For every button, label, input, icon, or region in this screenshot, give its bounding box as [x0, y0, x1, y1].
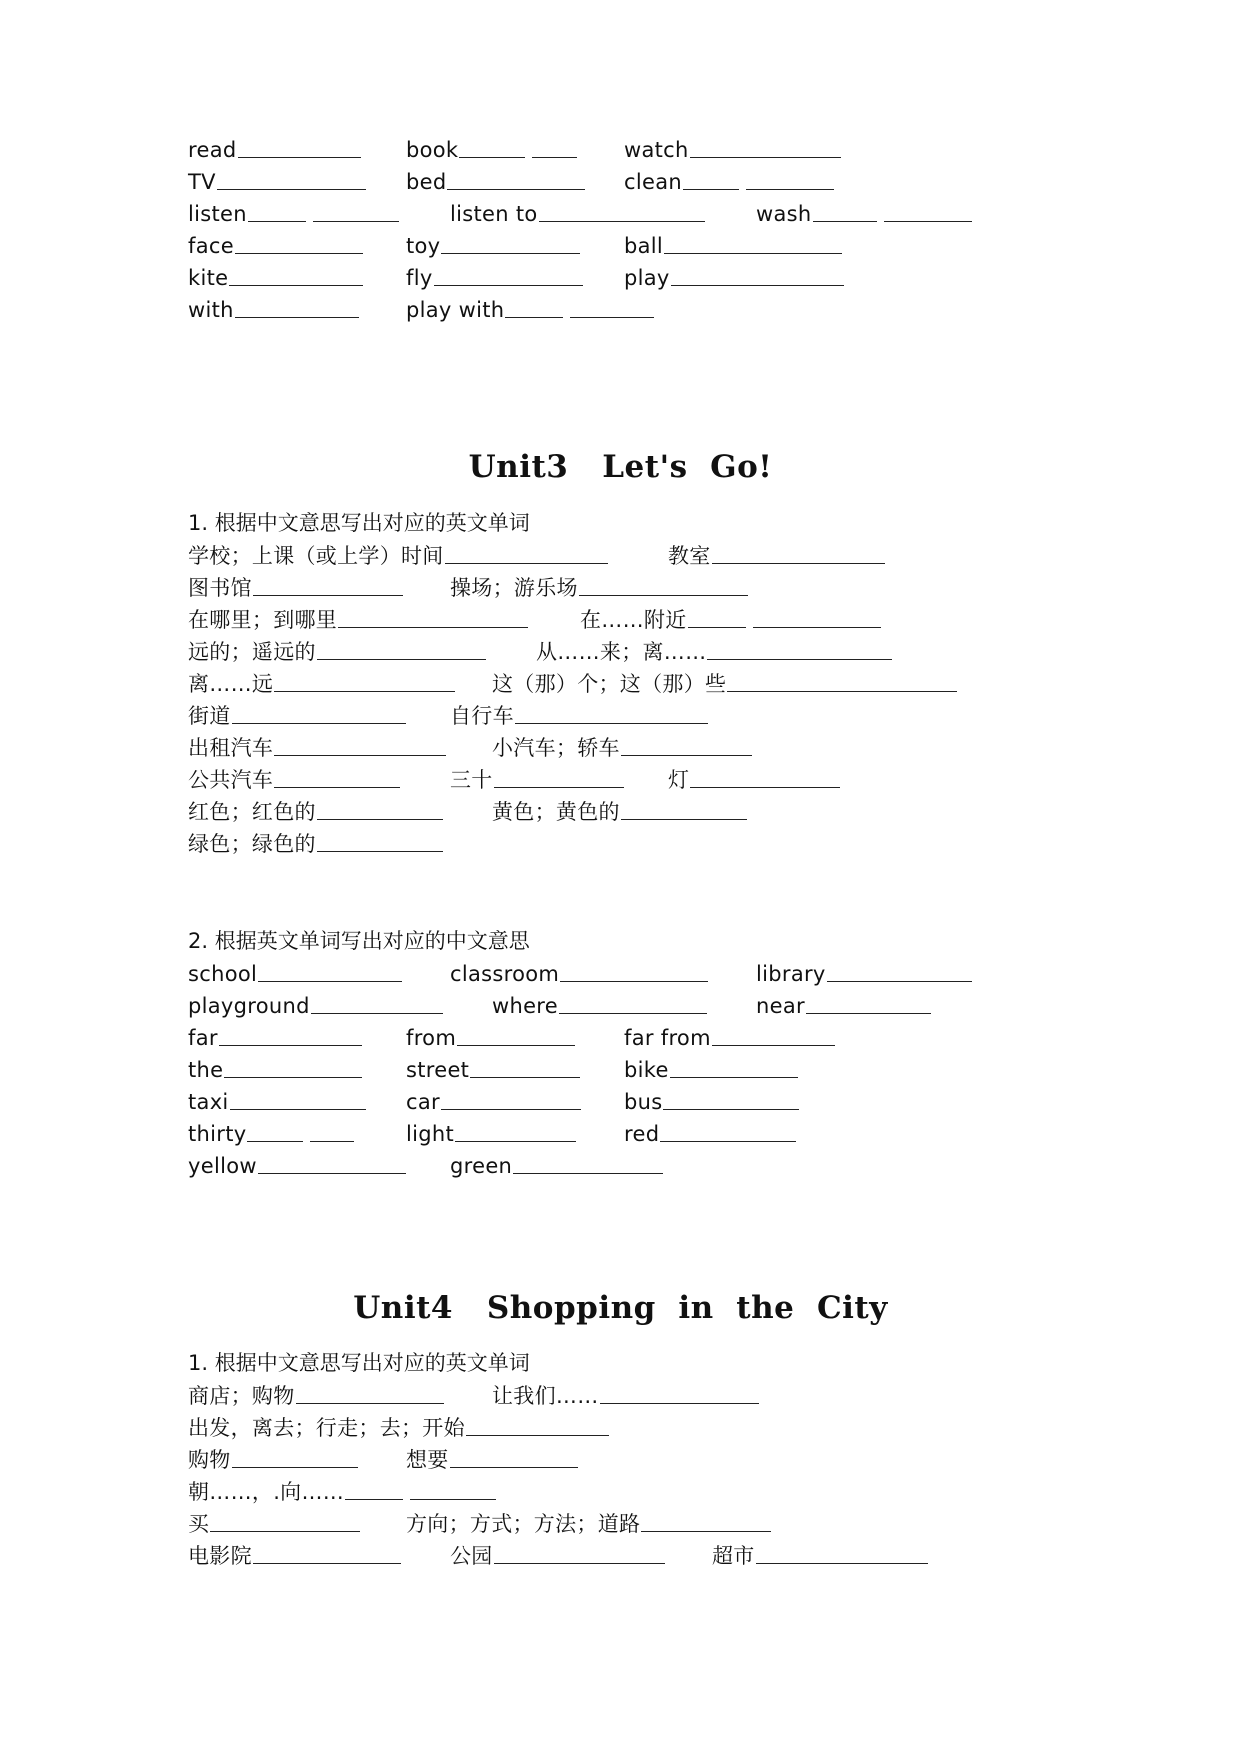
vocab-row: [0, 262, 1241, 292]
answer-blank[interactable]: [258, 1151, 406, 1174]
answer-blank[interactable]: [455, 1119, 576, 1142]
vocab-word: bed: [406, 170, 447, 194]
vocab-entry: [624, 1118, 796, 1149]
vocab-word: yellow: [188, 1154, 257, 1178]
answer-blank[interactable]: [712, 541, 885, 564]
vocab-entry: [188, 700, 406, 731]
vocab-entry: [188, 572, 403, 603]
vocab-word: classroom: [450, 962, 560, 986]
answer-blank[interactable]: [230, 1087, 366, 1110]
vocab-word: 教室: [668, 544, 711, 568]
vocab-word: 商店；购物: [188, 1384, 295, 1408]
vocab-row: [0, 1412, 1241, 1442]
answer-blank[interactable]: [539, 199, 705, 222]
answer-blank[interactable]: [457, 1023, 575, 1046]
vocab-word: 出租汽车: [188, 736, 274, 760]
answer-blank[interactable]: [445, 541, 608, 564]
answer-blank[interactable]: [238, 135, 361, 158]
answer-blank[interactable]: [459, 135, 577, 157]
vocab-entry: [188, 828, 443, 859]
answer-blank[interactable]: [690, 765, 840, 788]
answer-blank[interactable]: [219, 1023, 362, 1046]
answer-blank[interactable]: [494, 765, 624, 788]
vocab-row: [0, 1150, 1241, 1180]
vocab-word: from: [406, 1026, 457, 1050]
vocab-entry: [188, 636, 486, 667]
vocab-row: [0, 198, 1241, 228]
vocab-entry: [406, 1022, 575, 1053]
vocab-word: listen to: [450, 202, 538, 226]
answer-blank[interactable]: [690, 135, 841, 158]
vocab-word: green: [450, 1154, 513, 1178]
vocab-row: [0, 1444, 1241, 1474]
vocab-word: 超市: [712, 1544, 755, 1568]
vocab-word: wash: [756, 202, 812, 226]
vocab-entry: [188, 1054, 362, 1085]
vocab-entry: [624, 230, 842, 261]
vocab-word: 公共汽车: [188, 768, 274, 792]
vocab-row: [0, 134, 1241, 164]
vocab-row: [0, 668, 1241, 698]
answer-blank[interactable]: [579, 573, 748, 596]
vocab-word: play with: [406, 298, 505, 322]
vocab-entry: [668, 764, 840, 795]
vocab-word: 公园: [450, 1544, 493, 1568]
vocab-word: 从……来；离……: [536, 640, 707, 664]
vocab-entry: [450, 764, 624, 795]
vocab-entry: [492, 990, 707, 1021]
vocab-entry: [406, 294, 654, 325]
answer-blank[interactable]: [515, 701, 708, 724]
vocab-row: [0, 1508, 1241, 1538]
vocab-entry: [450, 572, 748, 603]
vocab-row: [0, 1380, 1241, 1410]
answer-blank[interactable]: [317, 637, 486, 660]
vocab-entry: [188, 1086, 366, 1117]
answer-blank[interactable]: [232, 701, 406, 724]
vocab-word: far from: [624, 1026, 711, 1050]
answer-blank[interactable]: [248, 199, 399, 221]
vocab-row: [0, 828, 1241, 858]
vocab-entry: [624, 134, 841, 165]
answer-blank[interactable]: [660, 1119, 796, 1142]
vocab-word: ball: [624, 234, 664, 258]
answer-blank[interactable]: [253, 573, 403, 596]
vocab-word: 在哪里；到哪里: [188, 608, 338, 632]
answer-blank[interactable]: [505, 295, 654, 317]
answer-blank[interactable]: [813, 199, 972, 221]
vocab-entry: [624, 1086, 799, 1117]
vocab-word: car: [406, 1090, 440, 1114]
vocab-word: book: [406, 138, 459, 162]
answer-blank[interactable]: [756, 1541, 928, 1564]
vocab-word: far: [188, 1026, 218, 1050]
vocab-word: taxi: [188, 1090, 229, 1114]
vocab-entry: [188, 796, 443, 827]
unit4-part1-instruction: 1. 根据中文意思写出对应的英文单词: [188, 1351, 530, 1375]
answer-blank[interactable]: [235, 295, 359, 318]
vocab-row: [0, 764, 1241, 794]
vocab-word: read: [188, 138, 237, 162]
answer-blank[interactable]: [600, 1381, 759, 1404]
vocab-word: 三十: [450, 768, 493, 792]
answer-blank[interactable]: [338, 605, 528, 628]
answer-blank[interactable]: [441, 231, 580, 254]
answer-blank[interactable]: [664, 231, 842, 254]
vocab-entry: [406, 166, 585, 197]
vocab-entry: [624, 262, 844, 293]
vocab-word: red: [624, 1122, 660, 1146]
vocab-word: 黄色；黄色的: [492, 800, 620, 824]
vocab-word: thirty: [188, 1122, 247, 1146]
vocab-word: where: [492, 994, 558, 1018]
vocab-row: [0, 958, 1241, 988]
vocab-word: watch: [624, 138, 689, 162]
vocab-word: 图书馆: [188, 576, 252, 600]
vocab-row: [0, 636, 1241, 666]
answer-blank[interactable]: [317, 797, 443, 820]
vocab-row: [0, 1540, 1241, 1570]
answer-blank[interactable]: [258, 959, 402, 982]
vocab-row: [0, 796, 1241, 826]
vocab-row: [0, 1118, 1241, 1148]
vocab-word: play: [624, 266, 670, 290]
vocab-entry: [756, 990, 931, 1021]
vocab-word: bike: [624, 1058, 669, 1082]
answer-blank[interactable]: [274, 669, 455, 692]
vocab-word: library: [756, 962, 826, 986]
vocab-word: school: [188, 962, 258, 986]
vocab-entry: [188, 1412, 609, 1443]
vocab-word: 绿色；绿色的: [188, 832, 316, 856]
vocab-entry: [406, 1118, 576, 1149]
answer-blank[interactable]: [317, 829, 443, 852]
answer-blank[interactable]: [311, 991, 443, 1014]
vocab-word: 买: [188, 1512, 210, 1536]
vocab-word: toy: [406, 234, 441, 258]
vocab-row: [0, 1086, 1241, 1116]
answer-blank[interactable]: [296, 1381, 444, 1404]
vocab-word: near: [756, 994, 805, 1018]
vocab-row: [0, 700, 1241, 730]
vocab-word: listen: [188, 202, 247, 226]
vocab-row: [0, 166, 1241, 196]
answer-blank[interactable]: [663, 1087, 799, 1110]
vocab-entry: [188, 166, 366, 197]
vocab-word: with: [188, 298, 234, 322]
answer-blank[interactable]: [447, 167, 585, 190]
answer-blank[interactable]: [224, 1055, 362, 1078]
vocab-word: 远的；遥远的: [188, 640, 316, 664]
vocab-word: bus: [624, 1090, 663, 1114]
answer-blank[interactable]: [559, 991, 707, 1014]
vocab-entry: [580, 604, 881, 635]
vocab-row: [0, 294, 1241, 324]
answer-blank[interactable]: [274, 765, 400, 788]
vocab-entry: [188, 990, 443, 1021]
vocab-word: kite: [188, 266, 229, 290]
vocab-entry: [406, 1086, 581, 1117]
vocab-word: clean: [624, 170, 682, 194]
answer-blank[interactable]: [683, 167, 834, 189]
vocab-entry: [406, 1054, 580, 1085]
vocab-row: [0, 604, 1241, 634]
vocab-word: 操场；游乐场: [450, 576, 578, 600]
vocab-entry: [406, 134, 577, 165]
vocab-row: [0, 540, 1241, 570]
vocab-entry: [188, 1380, 444, 1411]
answer-blank[interactable]: [621, 797, 747, 820]
vocab-row: [0, 1476, 1241, 1506]
vocab-entry: [712, 1540, 928, 1571]
vocab-entry: [188, 1022, 362, 1053]
answer-blank[interactable]: [494, 1541, 665, 1564]
vocab-entry: [668, 540, 885, 571]
vocab-entry: [188, 604, 528, 635]
answer-blank[interactable]: [253, 1541, 401, 1564]
vocab-word: 电影院: [188, 1544, 252, 1568]
vocab-entry: [188, 958, 402, 989]
vocab-word: face: [188, 234, 234, 258]
vocab-entry: [406, 1508, 771, 1539]
vocab-word: 在……附近: [580, 608, 687, 632]
vocab-entry: [492, 668, 957, 699]
vocab-word: 离……远: [188, 672, 274, 696]
answer-blank[interactable]: [229, 263, 363, 286]
vocab-entry: [188, 1150, 406, 1181]
vocab-entry: [756, 958, 972, 989]
vocab-word: 红色；红色的: [188, 800, 316, 824]
vocab-entry: [536, 636, 892, 667]
vocab-entry: [406, 230, 580, 261]
vocab-entry: [188, 668, 455, 699]
vocab-entry: [406, 1444, 578, 1475]
vocab-entry: [188, 1444, 358, 1475]
answer-blank[interactable]: [707, 637, 892, 660]
answer-blank[interactable]: [217, 167, 366, 190]
vocab-entry: [188, 1540, 401, 1571]
answer-blank[interactable]: [827, 959, 972, 982]
vocab-entry: [492, 796, 747, 827]
vocab-word: 购物: [188, 1448, 231, 1472]
vocab-entry: [188, 198, 399, 229]
vocab-entry: [188, 540, 608, 571]
vocab-entry: [188, 294, 359, 325]
vocab-entry: [188, 1476, 496, 1507]
vocab-entry: [624, 166, 834, 197]
unit3-title: Unit3 Let's Go!: [468, 449, 773, 485]
answer-blank[interactable]: [560, 959, 708, 982]
vocab-entry: [624, 1022, 835, 1053]
vocab-word: the: [188, 1058, 224, 1082]
answer-blank[interactable]: [806, 991, 931, 1014]
vocab-word: street: [406, 1058, 470, 1082]
vocab-entry: [450, 1150, 663, 1181]
vocab-entry: [492, 1380, 759, 1411]
vocab-entry: [188, 764, 400, 795]
answer-blank[interactable]: [450, 1445, 578, 1468]
vocab-word: playground: [188, 994, 310, 1018]
answer-blank[interactable]: [235, 231, 363, 254]
vocab-word: 小汽车；轿车: [492, 736, 620, 760]
vocab-entry: [188, 134, 361, 165]
vocab-word: 学校；上课（或上学）时间: [188, 544, 444, 568]
vocab-word: fly: [406, 266, 433, 290]
answer-blank[interactable]: [470, 1055, 580, 1078]
vocab-entry: [450, 198, 705, 229]
vocab-word: 自行车: [450, 704, 514, 728]
answer-blank[interactable]: [671, 263, 844, 286]
unit3-part2-instruction: 2. 根据英文单词写出对应的中文意思: [188, 929, 530, 953]
answer-blank[interactable]: [274, 733, 446, 756]
vocab-entry: [188, 262, 363, 293]
vocab-entry: [450, 958, 708, 989]
vocab-word: light: [406, 1122, 455, 1146]
answer-blank[interactable]: [621, 733, 752, 756]
answer-blank[interactable]: [670, 1055, 798, 1078]
vocab-entry: [492, 732, 752, 763]
vocab-entry: [406, 262, 583, 293]
vocab-row: [0, 1054, 1241, 1084]
vocab-entry: [450, 700, 708, 731]
vocab-word: 朝……，.向……: [188, 1480, 345, 1504]
answer-blank[interactable]: [210, 1509, 360, 1532]
vocab-row: [0, 990, 1241, 1020]
vocab-row: [0, 230, 1241, 260]
answer-blank[interactable]: [727, 669, 957, 692]
vocab-word: 出发，离去；行走；去；开始: [188, 1416, 465, 1440]
vocab-entry: [450, 1540, 665, 1571]
answer-blank[interactable]: [466, 1413, 609, 1436]
answer-blank[interactable]: [232, 1445, 358, 1468]
answer-blank[interactable]: [712, 1023, 835, 1046]
vocab-entry: [188, 1508, 360, 1539]
vocab-entry: [188, 732, 446, 763]
answer-blank[interactable]: [247, 1119, 354, 1141]
answer-blank[interactable]: [441, 1087, 581, 1110]
answer-blank[interactable]: [513, 1151, 663, 1174]
unit4-title: Unit4 Shopping in the City: [353, 1290, 888, 1326]
vocab-row: [0, 1022, 1241, 1052]
vocab-word: 想要: [406, 1448, 449, 1472]
vocab-word: 让我们……: [492, 1384, 599, 1408]
vocab-word: 街道: [188, 704, 231, 728]
vocab-entry: [756, 198, 972, 229]
vocab-row: [0, 732, 1241, 762]
answer-blank[interactable]: [345, 1477, 496, 1499]
vocab-word: 方向；方式；方法；道路: [406, 1512, 641, 1536]
answer-blank[interactable]: [434, 263, 583, 286]
vocab-entry: [188, 230, 363, 261]
answer-blank[interactable]: [688, 605, 881, 627]
unit3-part1-instruction: 1. 根据中文意思写出对应的英文单词: [188, 511, 530, 535]
answer-blank[interactable]: [641, 1509, 771, 1532]
vocab-word: 这（那）个；这（那）些: [492, 672, 727, 696]
vocab-word: TV: [188, 170, 216, 194]
vocab-word: 灯: [668, 768, 690, 792]
vocab-entry: [188, 1118, 354, 1149]
vocab-entry: [624, 1054, 798, 1085]
vocab-row: [0, 572, 1241, 602]
